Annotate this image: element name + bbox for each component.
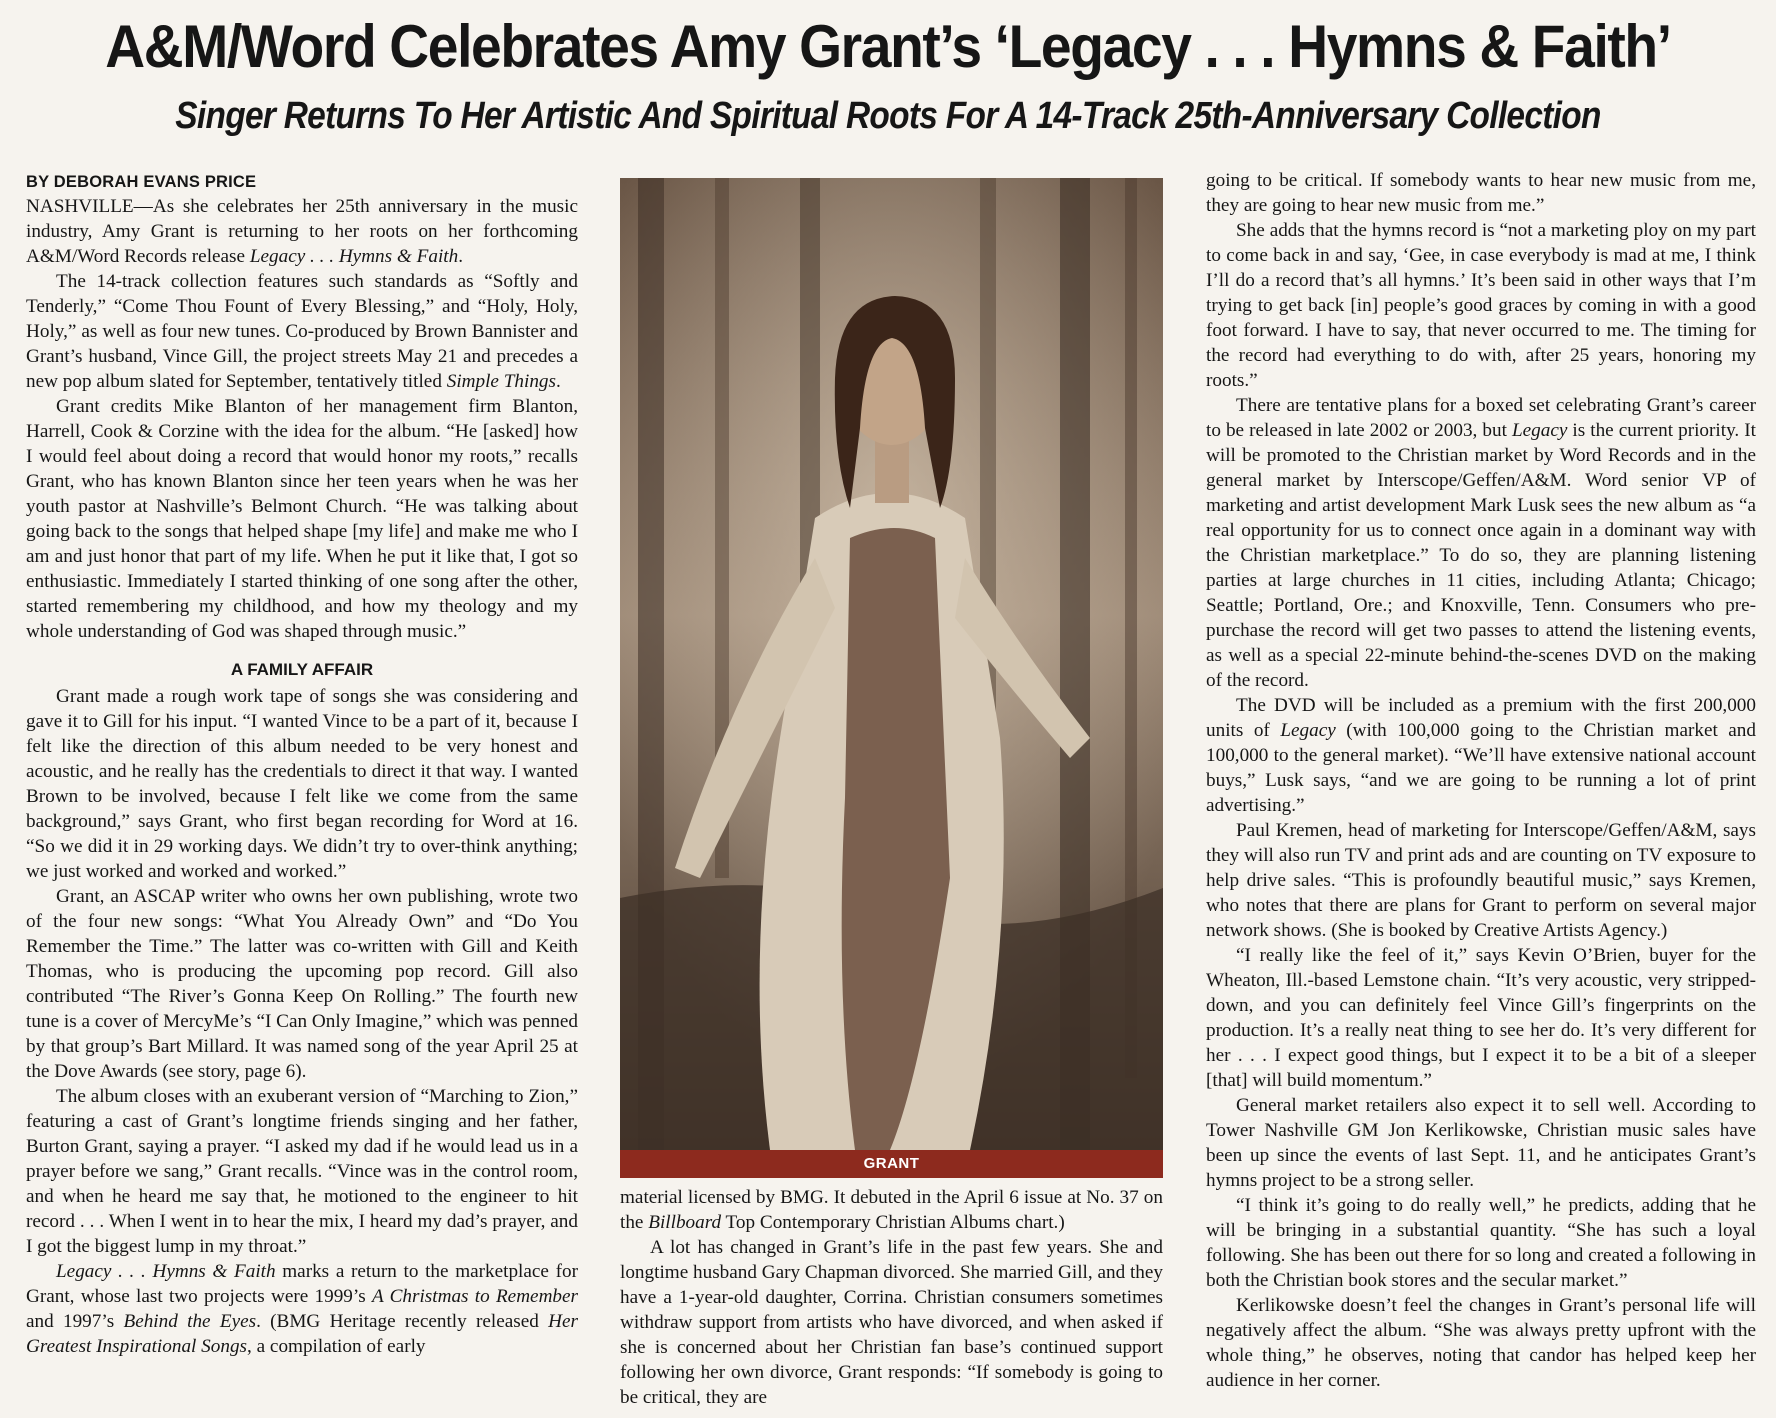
paragraph: “I think it’s going to do really well,” he predicts, adding that he will be bringing in a substantial quantity. “She has such a loyal following. She has been out there for so long and created a following in both the Christian book stores and the secular market.”	[1206, 1195, 1756, 1291]
paragraph: The 14-track collection features such standards as “Softly and Tenderly,” “Come Thou Fount of Every Blessing,” and “Holy, Holy, Holy,” as well as four new tunes. Co-produced by Brown Bannister and Grant’s husband, Vince Gill, the project streets May 21 and precedes a new pop album slated for September, tentatively titled Simple Things.	[26, 271, 578, 392]
paragraph: Kerlikowske doesn’t feel the changes in Grant’s personal life will negatively affect the album. “She was always pretty upfront with the whole thing,” he observes, noting that candor has helped keep her audience in her corner.	[1206, 1295, 1756, 1391]
article-column-3	[1206, 168, 1756, 1393]
article-photo	[620, 178, 1163, 1178]
article-column-1	[26, 170, 578, 1359]
paragraph: The DVD will be included as a premium with the first 200,000 units of Legacy (with 100,000 going to the Christian market and 100,000 to the general market). “We’ll have extensive national account buys,” Lusk says, “and we are going to be running a lot of print advertising.”	[1206, 695, 1756, 816]
paragraph: Grant credits Mike Blanton of her management firm Blanton, Harrell, Cook & Corzine with the idea for the album. “He [asked] how I would feel about doing a record that would honor my roots,” recalls Grant, who has known Blanton since her teen years when he was her youth pastor at Nashville’s Belmont Church. “He was talking about going back to the songs that helped shape [my life] and make me who I am and just honor that part of my life. When he put it like that, I got so enthusiastic. Immediately I started thinking of one song after the other, started remembering my childhood, and how my theology and my whole understanding of God was shaped through music.”	[26, 396, 578, 642]
paragraph: General market retailers also expect it to sell well. According to Tower Nashville GM Jon Kerlikowske, Christian music sales have been up since the events of last Sept. 11, and he anticipates Grant’s hymns project to be a strong seller.	[1206, 1095, 1756, 1191]
photo-caption: GRANT	[620, 1150, 1163, 1178]
paragraph: “I really like the feel of it,” says Kevin O’Brien, buyer for the Wheaton, Ill.-based Lemstone chain. “It’s very acoustic, very stripped-down, and you can definitely feel Vince Gill’s fingerprints on the production. It’s a really neat thing to see her do. It’s very different for her . . . I expect good things, but I expect it to be a bit of a sleeper [that] will build momentum.”	[1206, 945, 1756, 1091]
deck-subheadline: Singer Returns To Her Artistic And Spiritual Roots For A 14-Track 25th-Anniversary Collection	[175, 95, 1601, 137]
paragraph: She adds that the hymns record is “not a marketing ploy on my part to come back in and say, ‘Gee, in case everybody is mad at me, I think I’ll do a record that’s all hymns.’ It’s been said in other ways that I’m trying to get back [in] people’s good graces by coming in with a good foot forward. I have to say, that never occurred to me. The timing for the record had everything to do with, after 25 years, honoring my roots.”	[1206, 220, 1756, 391]
headline: A&M/Word Celebrates Amy Grant’s ‘Legacy . . . Hymns & Faith’	[105, 13, 1671, 80]
paragraph: There are tentative plans for a boxed set celebrating Grant’s career to be released in late 2002 or 2003, but Legacy is the current priority. It will be promoted to the Christian market by Word Records and in the general market by Interscope/Geffen/A&M. Word senior VP of marketing and artist development Mark Lusk sees the new album as “a real opportunity for us to connect once again in a dominant way with the Christian marketplace.” To do so, they are planning listening parties at large churches in 11 cities, including Atlanta; Chicago; Seattle; Portland, Ore.; and Knoxville, Tenn. Consumers who pre-purchase the record will get two passes to attend the listening events, as well as a special 22-minute behind-the-scenes DVD on the making of the record.	[1206, 395, 1756, 691]
paragraph: A lot has changed in Grant’s life in the past few years. She and longtime husband Gary Chapman divorced. She married Gill, and they have a 1-year-old daughter, Corrina. Christian consumers sometimes withdraw support from artists who have divorced, and when asked if she is concerned about her Christian fan base’s continued support following her own divorce, Grant responds: “If somebody is going to be critical, they are	[620, 1237, 1163, 1408]
paragraph: Grant, an ASCAP writer who owns her own publishing, wrote two of the four new songs: “What You Already Own” and “Do You Remember the Time.” The latter was co-written with Gill and Keith Thomas, who is producing the upcoming pop record. Gill also contributed “The River’s Gonna Keep On Rolling.” The fourth new tune is a cover of MercyMe’s “I Can Only Imagine,” which was penned by that group’s Bart Millard. It was named song of the year April 25 at the Dove Awards (see story, page 6).	[26, 886, 578, 1082]
paragraph: The album closes with an exuberant version of “Marching to Zion,” featuring a cast of Grant’s longtime friends singing and her father, Burton Grant, saying a prayer. “I asked my dad if he would lead us in a prayer before we sang,” Grant recalls. “Vince was in the control room, and when he heard me say that, he motioned to the engineer to hit record . . . When I went in to hear the mix, I heard my dad’s prayer, and I got the biggest lump in my throat.”	[26, 1086, 578, 1257]
paragraph: material licensed by BMG. It debuted in the April 6 issue at No. 37 on the Billboard Top Contemporary Christian Albums chart.)	[620, 1187, 1163, 1233]
paragraph: NASHVILLE—As she celebrates her 25th anniversary in the music industry, Amy Grant is returning to her roots on her forthcoming A&M/Word Records release Legacy . . . Hymns & Faith.	[26, 196, 578, 267]
paragraph: going to be critical. If somebody wants to hear new music from me, they are going to hear new music from me.”	[1206, 170, 1756, 216]
paragraph: Legacy . . . Hymns & Faith marks a return to the marketplace for Grant, whose last two projects were 1999’s A Christmas to Remember and 1997’s Behind the Eyes. (BMG Heritage recently released Her Greatest Inspirational Songs, a compilation of early	[26, 1261, 578, 1357]
byline: BY DEBORAH EVANS PRICE	[26, 173, 257, 191]
article-column-2	[620, 1185, 1163, 1410]
section-subhead: A FAMILY AFFAIR	[230, 660, 374, 679]
photo-image	[620, 178, 1163, 1178]
paragraph: Paul Kremen, head of marketing for Interscope/Geffen/A&M, says they will also run TV and print ads and are counting on TV exposure to help drive sales. “This is profoundly beautiful music,” says Kremen, who notes that there are plans for Grant to perform on several major network shows. (She is booked by Creative Artists Agency.)	[1206, 820, 1756, 941]
paragraph: Grant made a rough work tape of songs she was considering and gave it to Gill for his input. “I wanted Vince to be a part of it, because I felt like the direction of this album needed to be very honest and acoustic, and he really has the credentials to direct it that way. I wanted Brown to be involved, because I felt like we come from the same background,” says Grant, who first began recording for Word at 16. “So we did it in 29 working days. We didn’t try to over-think anything; we just worked and worked and worked.”	[26, 686, 578, 882]
